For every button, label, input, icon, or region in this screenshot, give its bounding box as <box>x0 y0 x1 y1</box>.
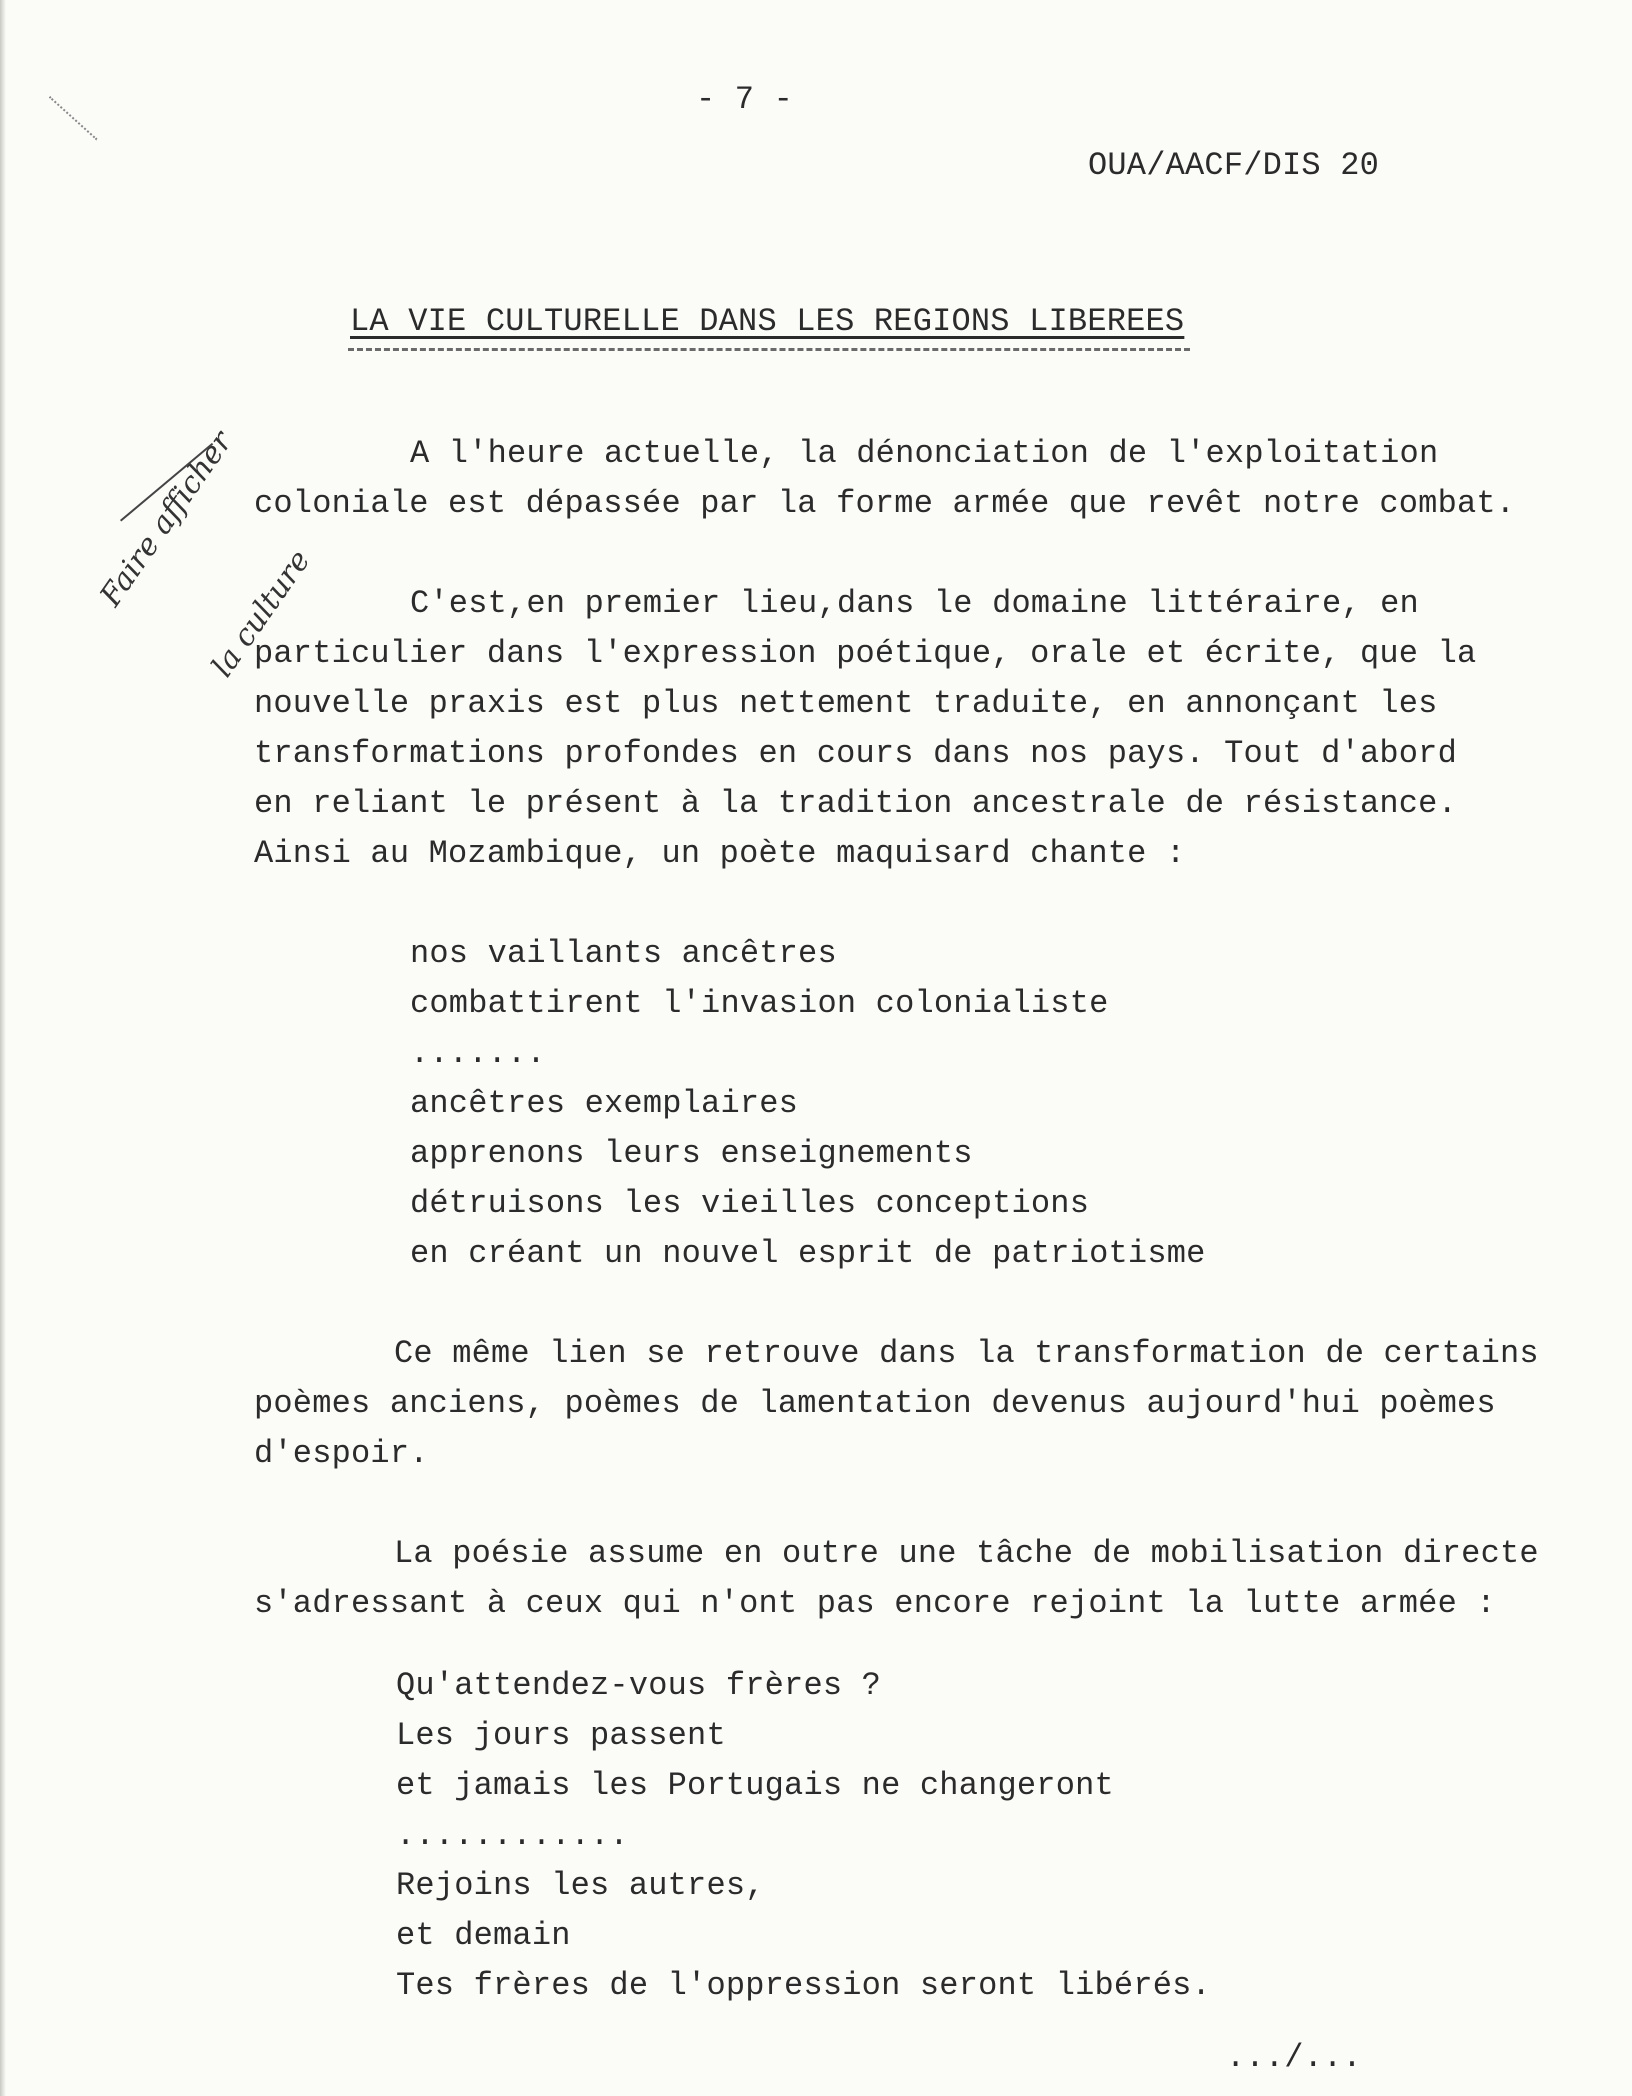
body-line: s'adressant à ceux qui n'ont pas encore rejoint la lutte armée : <box>254 1585 1496 1622</box>
poem-line: combattirent l'invasion colonialiste <box>410 985 1109 1022</box>
poem-line: et jamais les Portugais ne changeront <box>396 1767 1114 1804</box>
poem-line: nos vaillants ancêtres <box>410 935 837 972</box>
body-line: Ainsi au Mozambique, un poète maquisard chante : <box>254 835 1186 872</box>
poem-line: Rejoins les autres, <box>396 1867 765 1904</box>
document-reference: OUA/AACF/DIS 20 <box>1088 147 1380 184</box>
poem-line: en créant un nouvel esprit de patriotisme <box>410 1235 1206 1272</box>
section-title: LA VIE CULTURELLE DANS LES REGIONS LIBEREES <box>350 303 1185 340</box>
body-line: La poésie assume en outre une tâche de mobilisation directe <box>394 1535 1539 1572</box>
body-line: transformations profondes en cours dans nos pays. Tout d'abord <box>254 735 1457 772</box>
body-line: d'espoir. <box>254 1435 429 1472</box>
body-line: A l'heure actuelle, la dénonciation de l'exploitation <box>410 435 1439 472</box>
poem-line: apprenons leurs enseignements <box>410 1135 973 1172</box>
continuation-mark: .../... <box>1226 2039 1362 2076</box>
poem-line: et demain <box>396 1917 571 1954</box>
scan-edge <box>0 0 6 2096</box>
body-line: nouvelle praxis est plus nettement traduite, en annonçant les <box>254 685 1438 722</box>
poem-line: Qu'attendez-vous frères ? <box>396 1667 882 1704</box>
corner-pen-mark <box>49 96 98 140</box>
title-dashed-rule <box>348 348 1190 351</box>
poem-line: ancêtres exemplaires <box>410 1085 799 1122</box>
margin-note-line-2: la culture <box>204 543 318 684</box>
poem-line: détruisons les vieilles conceptions <box>410 1185 1090 1222</box>
body-line: poèmes anciens, poèmes de lamentation devenus aujourd'hui poèmes <box>254 1385 1496 1422</box>
body-line: Ce même lien se retrouve dans la transformation de certains <box>394 1335 1539 1372</box>
poem-ellipsis: ....... <box>410 1035 546 1072</box>
body-line: en reliant le présent à la tradition ancestrale de résistance. <box>254 785 1457 822</box>
poem-line: Tes frères de l'oppression seront libérés. <box>396 1967 1211 2004</box>
body-line: C'est,en premier lieu,dans le domaine littéraire, en <box>410 585 1419 622</box>
poem-line: Les jours passent <box>396 1717 726 1754</box>
margin-note-line-1: Faire afficher <box>93 424 240 613</box>
body-line: particulier dans l'expression poétique, orale et écrite, que la <box>254 635 1477 672</box>
page-number: - 7 - <box>696 81 794 118</box>
body-line: coloniale est dépassée par la forme armée que revêt notre combat. <box>254 485 1516 522</box>
poem-ellipsis: ............ <box>396 1817 629 1854</box>
